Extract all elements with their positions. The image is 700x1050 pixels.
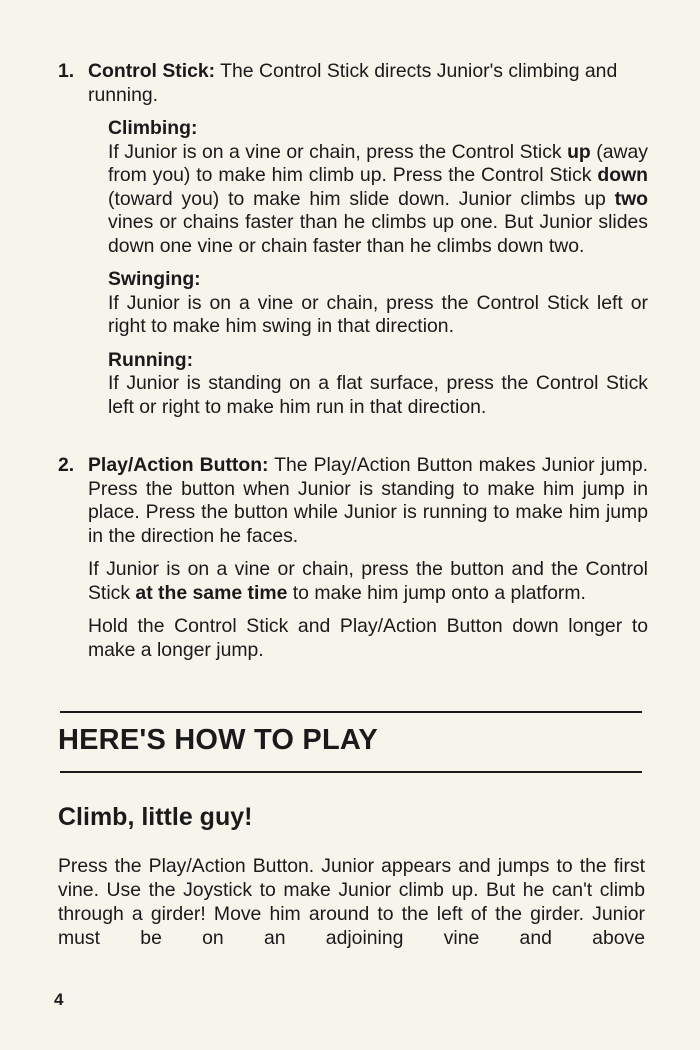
subsection-title: Climb, little guy!: [58, 803, 253, 831]
control-stick-label: Control Stick:: [88, 60, 216, 82]
item-number: 2.: [58, 454, 75, 476]
divider-top: [60, 711, 642, 713]
play-action-button-item: [58, 454, 648, 662]
climbing-section: [108, 117, 648, 258]
control-stick-subsections: [88, 117, 648, 419]
swinging-section: [108, 268, 648, 339]
control-stick-description: [88, 60, 648, 107]
control-stick-item: [58, 60, 648, 419]
running-text: If Junior is standing on a flat surface, press the Control Stick left or right to make him run in that direction.: [108, 372, 648, 418]
play-action-text: The Play/Action Button makes Junior jump. Press the button when Junior is standing to make him jump in place. Press the button while Junior is running to make him jump in the direction he faces.: [88, 454, 648, 547]
swinging-heading: Swinging:: [108, 268, 201, 290]
climbing-heading: Climbing:: [108, 117, 198, 139]
divider-bottom: [60, 771, 642, 773]
item-number: 1.: [58, 60, 75, 82]
play-action-paragraph-2: [88, 558, 648, 605]
climbing-bold-two: two: [614, 187, 648, 210]
climbing-text-2: (away from you) to make him climb up. Press the Control Stick: [108, 140, 648, 186]
running-heading: Running:: [108, 348, 194, 371]
control-stick-text: The Control Stick directs Junior's climbing and running.: [88, 60, 618, 106]
climbing-text-1: If Junior is on a vine or chain, press the Control Stick: [108, 140, 568, 163]
running-section: [108, 349, 648, 420]
intro-paragraph: Press the Play/Action Button. Junior appears and jumps to the first vine. Use the Joystick to make Junior climb up. But he can't climb through a girder! Move him around to the left of the girder. Junior must be on an adjoining vine and above: [58, 855, 645, 949]
play-action-description: [88, 454, 648, 548]
swinging-text: If Junior is on a vine or chain, press the Control Stick left or right to make him swing in that direction.: [108, 291, 648, 337]
paragraph-2-bold: at the same time: [135, 581, 288, 604]
climbing-bold-down: down: [597, 164, 648, 186]
play-action-label: Play/Action Button:: [88, 454, 269, 476]
climbing-text-4: vines or chains faster than he climbs up one. But Junior slides down one vine or chain faster than he climbs down two.: [108, 211, 648, 257]
play-action-paragraph-3: Hold the Control Stick and Play/Action Button down longer to make a longer jump.: [88, 615, 648, 661]
paragraph-2-text-2: to make him jump onto a platform.: [287, 581, 586, 604]
climbing-bold-up: up: [567, 140, 591, 163]
climbing-text-3: (toward you) to make him slide down. Junior climbs up: [108, 187, 615, 210]
page-number: 4: [54, 990, 64, 1009]
paragraph-2-text-1: If Junior is on a vine or chain, press the button and the Control Stick: [88, 558, 648, 604]
section-title: HERE'S HOW TO PLAY: [58, 724, 378, 756]
